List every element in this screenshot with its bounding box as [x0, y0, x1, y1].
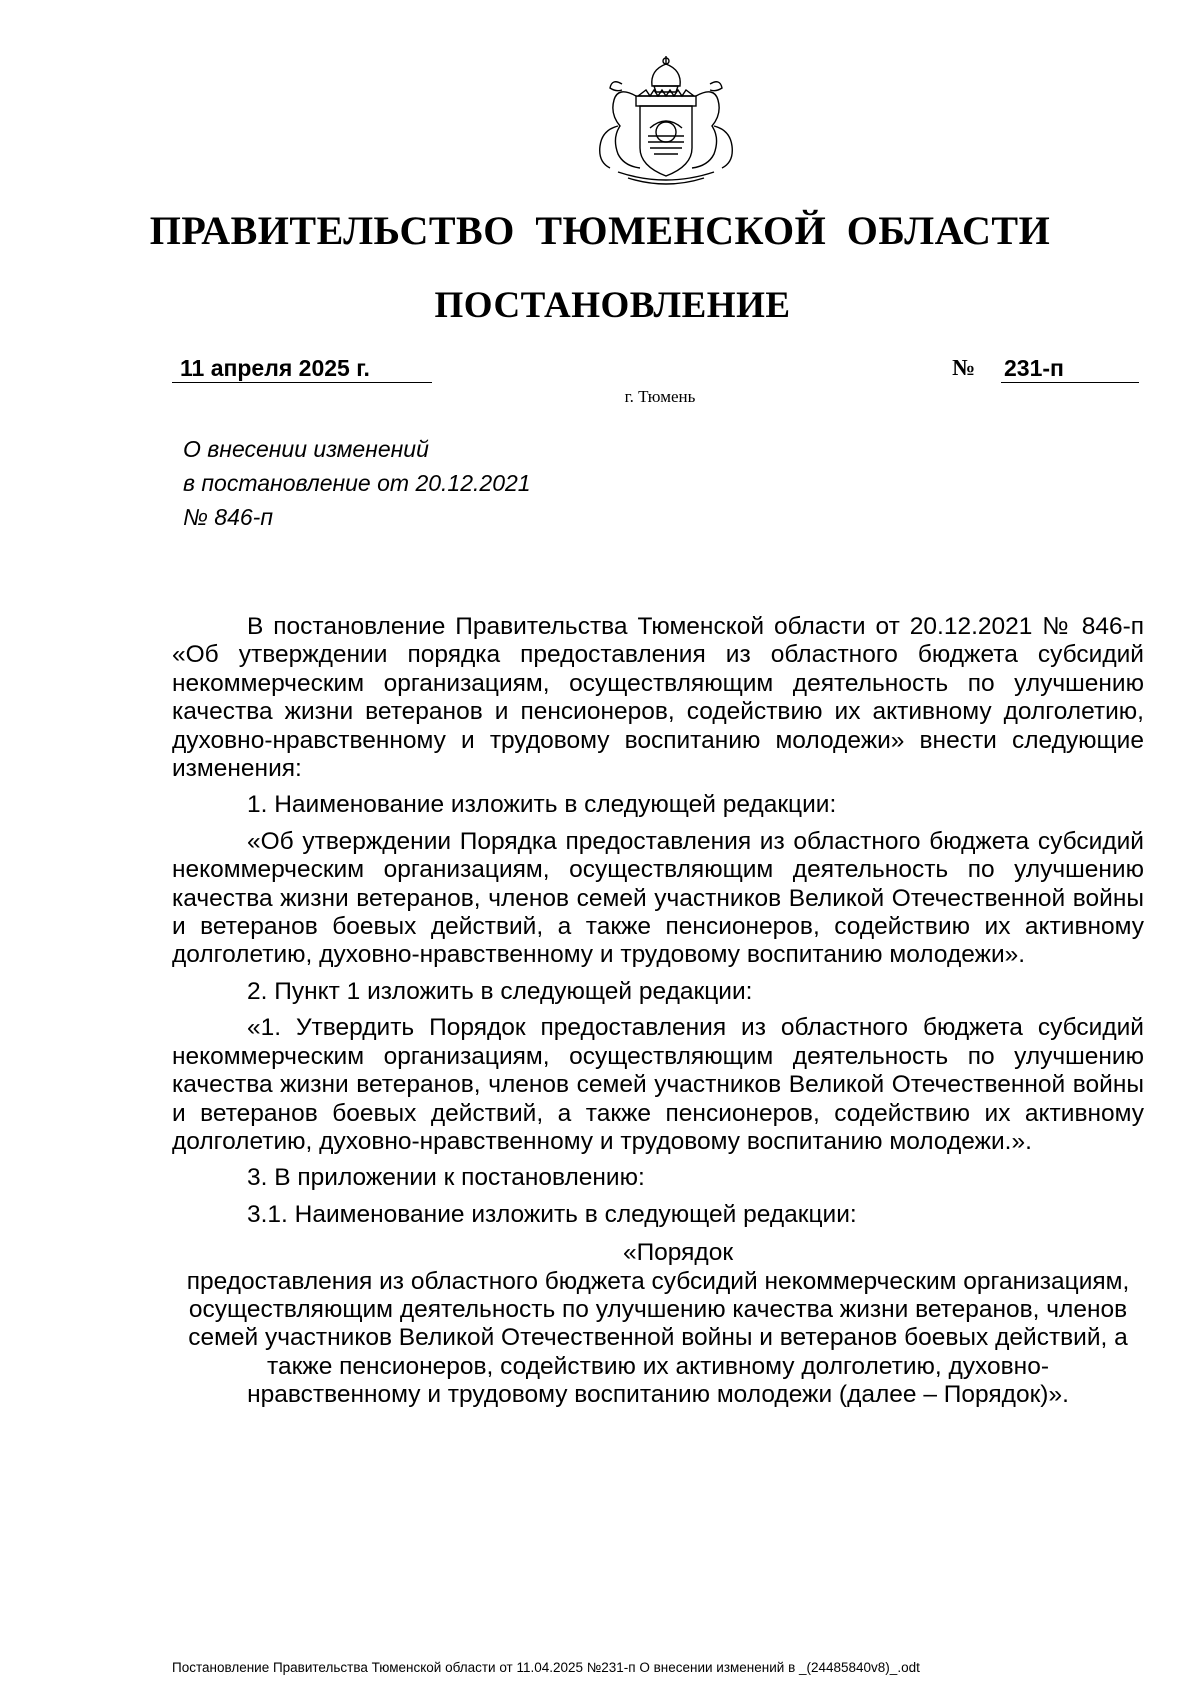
document-date: 11 апреля 2025 г.: [172, 355, 432, 383]
quoted-paragraph-2: «1. Утвердить Порядок предоставления из областного бюджета субсидий некоммерческим организациям, осуществляющим деятельность по улучшению качества жизни ветеранов, членов семей участников Великой Отечественной войны и ветеранов боевых действий, а также пенсионеров, содействию их активному долголетию, духовно-нравственному и трудовому воспитанию молодежи.».: [172, 1014, 1144, 1155]
tyumen-oblast-coat-of-arms-icon: [588, 56, 744, 188]
document-type-title: ПОСТАНОВЛЕНИЕ: [434, 285, 791, 326]
centered-text: предоставления из областного бюджета субсидий некоммерческим организациям, осуществляющим деятельность по улучшению качества жизни ветеранов, членов семей участников Великой Отечественной войны и ветеранов боевых действий, а также пенсионеров, содействию их активному долголетию, духовно-нравственному и трудовому воспитанию молодежи (далее – Порядок)».: [186, 1267, 1130, 1409]
government-title: ПРАВИТЕЛЬСТВО ТЮМЕНСКОЙ ОБЛАСТИ: [149, 208, 1051, 253]
paragraph-item-3-1: 3.1. Наименование изложить в следующей редакции:: [247, 1200, 857, 1228]
footer-document-info: Постановление Правительства Тюменской области от 11.04.2025 №231-п О внесении изменений в _(24485840v8)_.odt: [172, 1660, 920, 1675]
document-body: [172, 613, 1144, 1410]
centered-title-block: [172, 1239, 1144, 1409]
document-number: 231-п: [1001, 355, 1139, 383]
subject-line: № 846-п: [183, 504, 273, 530]
subject-line: в постановление от 20.12.2021: [183, 470, 531, 496]
city-label: г. Тюмень: [624, 387, 696, 406]
number-sign: №: [952, 355, 976, 380]
document-subject: [183, 432, 703, 534]
quoted-paragraph-1: «Об утверждении Порядка предоставления из областного бюджета субсидий некоммерческим организациям, осуществляющим деятельность по улучшению качества жизни ветеранов, членов семей участников Великой Отечественной войны и ветеранов боевых действий, а также пенсионеров, содействию их активному долголетию, духовно-нравственному и трудовому воспитанию молодежи».: [172, 827, 1144, 969]
paragraph-item-1: 1. Наименование изложить в следующей редакции:: [247, 791, 837, 819]
centered-title: «Порядок: [622, 1239, 734, 1267]
paragraph-item-3: 3. В приложении к постановлению:: [247, 1164, 645, 1192]
intro-paragraph: В постановление Правительства Тюменской области от 20.12.2021 № 846-п «Об утверждении порядка предоставления из областного бюджета субсидий некоммерческим организациям, осуществляющим деятельность по улучшению качества жизни ветеранов и пенсионеров, содействию их активному долголетию, духовно-нравственному и трудовому воспитанию молодежи» внести следующие изменения:: [172, 613, 1144, 783]
subject-line: О внесении изменений: [183, 436, 429, 462]
paragraph-item-2: 2. Пункт 1 изложить в следующей редакции:: [247, 977, 753, 1005]
